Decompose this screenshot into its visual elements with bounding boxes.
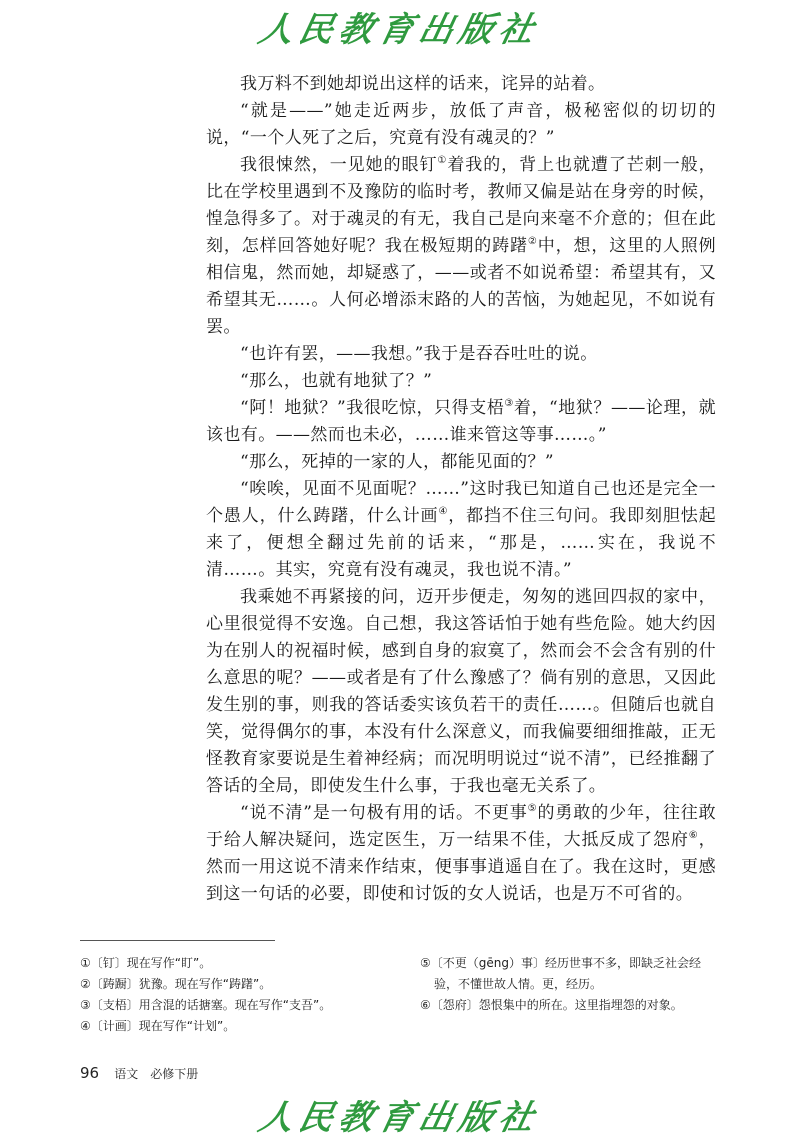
book-title: 语文 必修下册 bbox=[114, 1067, 199, 1081]
footnote-ref: ⑤ bbox=[527, 803, 538, 814]
footnote: ⑥〔怨府〕怨恨集中的所在。这里指埋怨的对象。 bbox=[420, 998, 683, 1012]
footnote-ref: ③ bbox=[504, 398, 514, 409]
publisher-watermark-top: 人民教育出版社 bbox=[255, 10, 544, 50]
footnote: ①〔钉〕现在写作“盯”。 bbox=[80, 956, 212, 970]
footnote-divider bbox=[80, 940, 275, 941]
paragraph-text: 我万料不到她却说出这样的话来，诧异的站着。 bbox=[240, 74, 606, 94]
footnote-ref: ④ bbox=[438, 506, 449, 517]
paragraph-text: 着我的，背上也就遭了芒刺一般，比在学校里遇到不及豫防的临时考，教师又偏是站在身旁的时候，惶急得多了。对于魂灵的有无，我自己是向来毫不介意的；但在此刻，怎样回答她好呢？我在极短期的踌躇 bbox=[206, 155, 716, 256]
paragraph-text: “说不清”是一句极有用的话。不更事 bbox=[240, 803, 528, 823]
paragraph-text: “唉唉，见面不见面呢？……”这时我已知道自己也还是完全一个愚人，什么踌躇，什么计画 bbox=[206, 479, 716, 526]
paragraph-text: ，都挡不住三句问。我即刻胆怯起来了，便想全翻过先前的话来，“那是，……实在，我说不清……。其实，究竟有没有魂灵，我也说不清。” bbox=[206, 506, 717, 580]
paragraph-text: 我乘她不再紧接的问，迈开步便走，匆匆的逃回四叔的家中，心里很觉得不安逸。自己想，我这答话怕于她有些危险。她大约因为在别人的祝福时候，感到自身的寂寞了，然而会不会含有别的什么意思的呢？——或者是有了什么豫感了？倘有别的意思，又因此发生别的事，则我的答话委实该负若干的责任……。但随后也就自笑，觉得偶尔的事，本没有什么深意义，而我偏要细细推敲，正无怪教育家要说是生着神经病；而况明明说过“说不清”，已经推翻了答话的全局，即使发生什么事，于我也毫无关系了。 bbox=[206, 587, 716, 796]
paragraph-text: “就是——”她走近两步，放低了声音，极秘密似的切切的说，“一个人死了之后，究竟有没有魂灵的？” bbox=[206, 101, 716, 148]
footnote: ⑤〔不更（gēng）事〕经历世事不多，即缺乏社会经验，不懂世故人情。更，经历。 bbox=[420, 956, 701, 991]
paragraph-text: 中，想，这里的人照例相信鬼，然而她，却疑惑了，——或者不如说希望：希望其有，又希望其无……。人何必增添末路的人的苦恼，为她起见，不如说有罢。 bbox=[206, 236, 717, 337]
paragraph bbox=[206, 449, 716, 476]
paragraph bbox=[206, 476, 716, 584]
footnote: ③〔支梧〕用含混的话搪塞。现在写作“支吾”。 bbox=[80, 998, 332, 1012]
footnotes-left bbox=[80, 953, 410, 1037]
page-footer bbox=[80, 1063, 198, 1082]
paragraph-text: “也许有罢，——我想。”我于是吞吞吐吐的说。 bbox=[240, 344, 598, 364]
footnote: ②〔踌蹰〕犹豫。现在写作“踌躇”。 bbox=[80, 977, 272, 991]
publisher-watermark-bottom: 人民教育出版社 bbox=[255, 1098, 544, 1138]
page-number: 96 bbox=[80, 1064, 100, 1082]
paragraph-text: 我很悚然，一见她的眼钉 bbox=[240, 155, 438, 175]
paragraph bbox=[206, 71, 716, 98]
paragraph bbox=[206, 800, 716, 908]
footnote-ref: ① bbox=[437, 155, 448, 166]
paragraph bbox=[206, 341, 716, 368]
footnote-ref: ⑥ bbox=[688, 830, 699, 841]
paragraph bbox=[206, 395, 716, 449]
footnote-ref: ② bbox=[527, 236, 538, 247]
footnote: ④〔计画〕现在写作“计划”。 bbox=[80, 1019, 236, 1033]
paragraph-text: 着，“地狱？——论理，就该也有。——然而也未必，……谁来管这等事……。” bbox=[206, 398, 716, 445]
footnotes-right bbox=[420, 953, 720, 1016]
paragraph-text: “那么，也就有地狱了？” bbox=[240, 371, 433, 391]
paragraph-text: “阿！地狱？”我很吃惊，只得支梧 bbox=[240, 398, 505, 418]
paragraph bbox=[206, 152, 716, 341]
main-text bbox=[206, 71, 716, 908]
paragraph bbox=[206, 584, 716, 800]
paragraph-text: “那么，死掉的一家的人，都能见面的？” bbox=[240, 452, 554, 472]
paragraph-text: 的勇敢的少年，往往敢于给人解决疑问，选定医生，万一结果不佳，大抵反成了怨府 bbox=[206, 803, 717, 850]
paragraph-text: ，然而一用这说不清来作结束，便事事逍遥自在了。我在这时，更感到这一句话的必要，即使和讨饭的女人说话，也是万不可省的。 bbox=[206, 830, 716, 904]
paragraph bbox=[206, 368, 716, 395]
paragraph bbox=[206, 98, 716, 152]
